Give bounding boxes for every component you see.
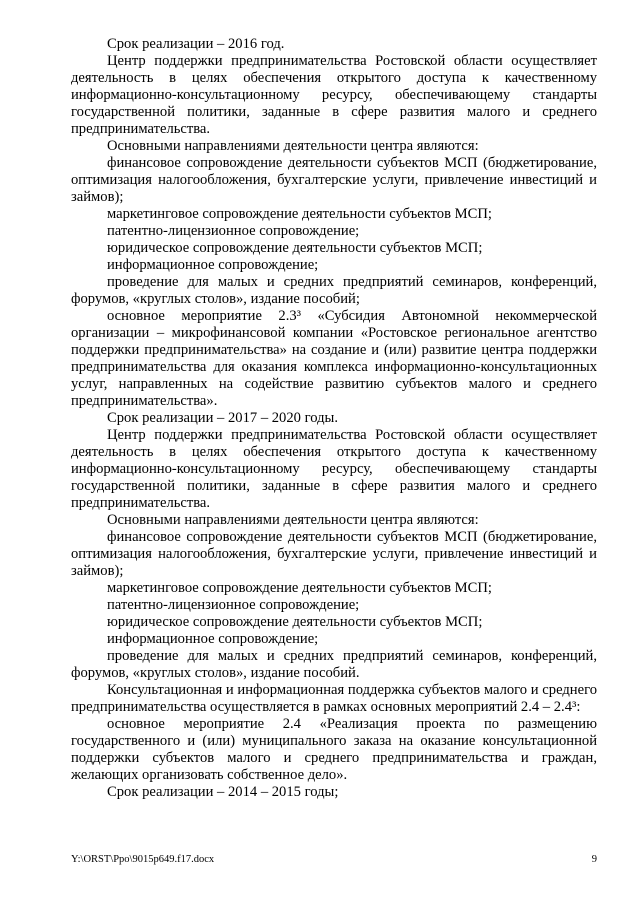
footer-file-path: Y:\ORST\Ppo\9015p649.f17.docx bbox=[71, 854, 215, 865]
paragraph: Срок реализации – 2016 год. bbox=[107, 36, 285, 52]
paragraph: патентно-лицензионное сопровождение; bbox=[107, 223, 360, 239]
paragraph: Центр поддержки предпринимательства Ростовской области осуществляет деятельность в целях обеспечения открытого доступа к качественному информационно-консультационному ресурсу, обеспечивающему стандарты государственной политики, заданные в сфере развития малого и среднего предпринимательства. bbox=[71, 53, 597, 137]
paragraph: маркетинговое сопровождение деятельности субъектов МСП; bbox=[107, 580, 492, 596]
paragraph: Срок реализации – 2014 – 2015 годы; bbox=[107, 784, 339, 800]
paragraph: маркетинговое сопровождение деятельности субъектов МСП; bbox=[107, 206, 492, 222]
paragraph: Центр поддержки предпринимательства Ростовской области осуществляет деятельность в целях обеспечения открытого доступа к качественному информационно-консультационному ресурсу, обеспечивающему стандарты государственной политики, заданные в сфере развития малого и среднего предпринимательства. bbox=[71, 427, 597, 511]
paragraph: основное мероприятие 2.3³ «Субсидия Автономной некоммерческой организации – микрофинансовой компании «Ростовское региональное агентство поддержки предпринимательства» на создание и (или) развитие центра поддержки предпринимательства для оказания комплекса информационно-консультационных услуг, направленных на содействие развитию субъектов малого и среднего предпринимательства». bbox=[71, 308, 597, 409]
paragraph: Срок реализации – 2017 – 2020 годы. bbox=[107, 410, 338, 426]
paragraph: информационное сопровождение; bbox=[107, 257, 319, 273]
paragraph: Основными направлениями деятельности центра являются: bbox=[107, 138, 479, 154]
paragraph: финансовое сопровождение деятельности субъектов МСП (бюджетирование, оптимизация налогообложения, бухгалтерские услуги, привлечение инвестиций и займов); bbox=[71, 529, 597, 579]
paragraph: основное мероприятие 2.4 «Реализация проекта по размещению государственного и (или) муниципального заказа на оказание консультационной поддержки субъектов малого и среднего предпринимательства и граждан, желающих организовать собственное дело». bbox=[71, 716, 597, 783]
paragraph: проведение для малых и средних предприятий семинаров, конференций, форумов, «круглых столов», издание пособий; bbox=[71, 274, 597, 307]
paragraph: юридическое сопровождение деятельности субъектов МСП; bbox=[107, 240, 483, 256]
paragraph: информационное сопровождение; bbox=[107, 631, 319, 647]
paragraph: проведение для малых и средних предприятий семинаров, конференций, форумов, «круглых столов», издание пособий. bbox=[71, 648, 597, 681]
footer-page-number: 9 bbox=[591, 854, 597, 865]
document-body bbox=[71, 36, 597, 801]
paragraph: Основными направлениями деятельности центра являются: bbox=[107, 512, 479, 528]
paragraph: юридическое сопровождение деятельности субъектов МСП; bbox=[107, 614, 483, 630]
paragraph: финансовое сопровождение деятельности субъектов МСП (бюджетирование, оптимизация налогообложения, бухгалтерские услуги, привлечение инвестиций и займов); bbox=[71, 155, 597, 205]
paragraph: Консультационная и информационная поддержка субъектов малого и среднего предпринимательства осуществляется в рамках основных мероприятий 2.4 – 2.4³: bbox=[71, 682, 597, 715]
paragraph: патентно-лицензионное сопровождение; bbox=[107, 597, 360, 613]
